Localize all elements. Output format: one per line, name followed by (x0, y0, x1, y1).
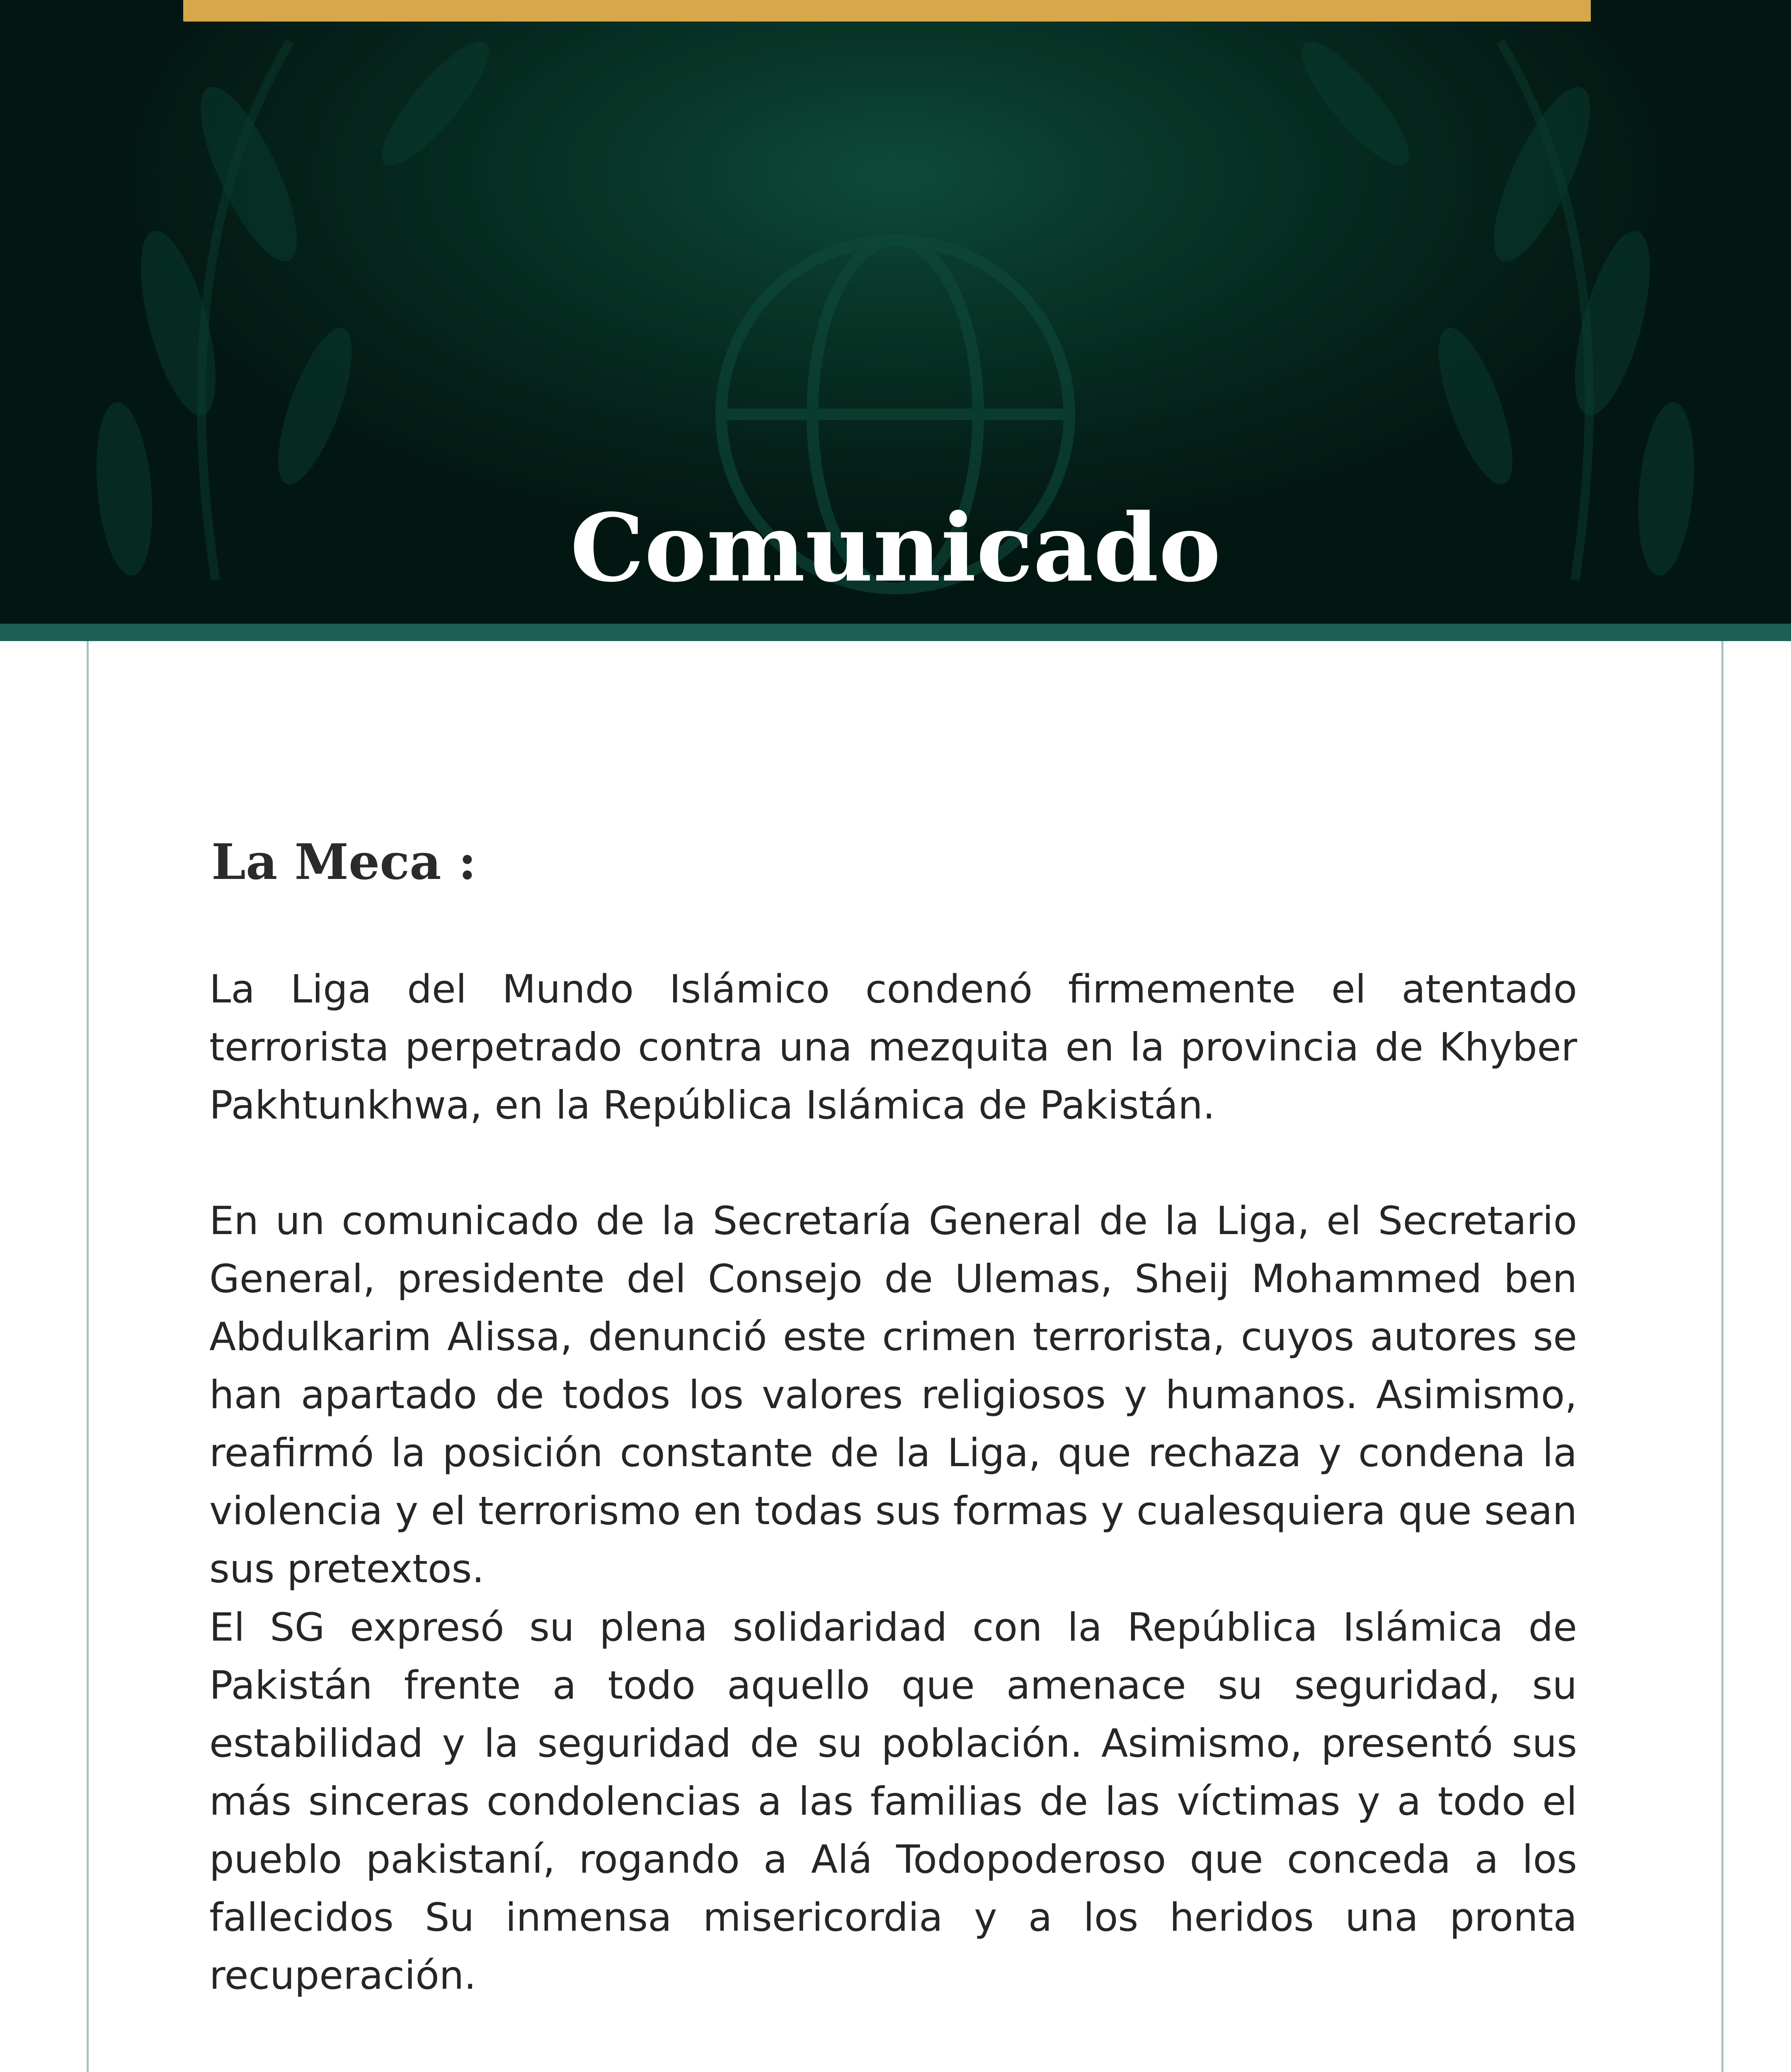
paragraph-2: En un comunicado de la Secretaría General de la Liga, el Secretario General, presidente del Consejo de Ulemas, Sheij Mohammed ben Abdulkarim Alissa, denunció este crimen terrorista, cuyos autores se han apartado de todos los valores religiosos y humanos. Asimismo, reafirmó la posición constante de la Liga, que rechaza y condena la violencia y el terrorismo en todas sus formas y cualesquiera que sean sus pretextos. (209, 1198, 1577, 1592)
page-title: Comunicado (570, 493, 1221, 603)
dateline-location: La Meca : (211, 833, 477, 891)
header-divider-band (0, 624, 1791, 641)
paragraph-1: La Liga del Mundo Islámico condenó firmemente el atentado terrorista perpetrado contra una mezquita en la provincia de Khyber Pakhtunkhwa, en la República Islámica de Pakistán. (209, 967, 1577, 1128)
right-border-line (1721, 641, 1723, 2072)
gold-accent-bar (183, 0, 1591, 22)
header-banner (0, 0, 1791, 624)
paragraph-3: El SG expresó su plena solidaridad con la República Islámica de Pakistán frente a todo aquello que amenace su seguridad, su estabilidad y la seguridad de su población. Asimismo, presentó sus más sinceras condolencias a las familias de las víctimas y a todo el pueblo pakistaní, rogando a Alá Todopoderoso que conceda a los fallecidos Su inmensa misericordia y a los heridos una pronta recuperación. (209, 1605, 1577, 1998)
left-border-line (87, 641, 89, 2072)
